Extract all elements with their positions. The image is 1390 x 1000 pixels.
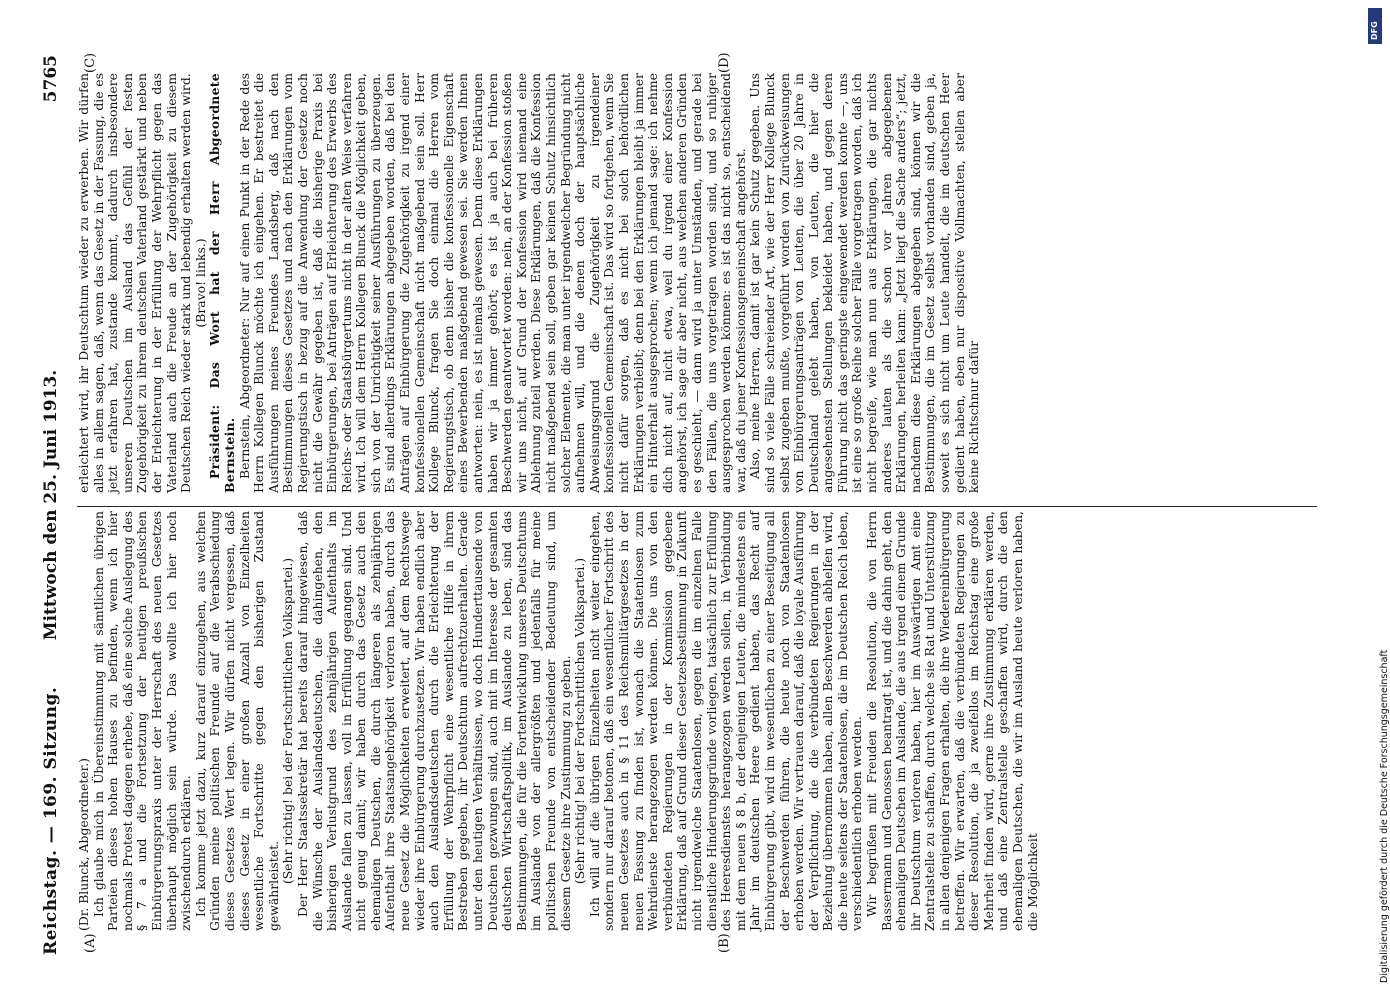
text-columns	[76, 52, 1317, 955]
credit-text: Digitalisierung gefördert durch die Deutsche Forschungsgemeinschaft	[1379, 649, 1390, 983]
president-line: Präsident: Das Wort hat der Herr Abgeordnete Bernstein.	[207, 73, 237, 493]
header-session: Reichstag. — 169. Sitzung.	[41, 686, 61, 955]
left-column	[77, 511, 1317, 931]
margin-mark-a: (A)	[83, 933, 98, 953]
paragraph: Ich will auf die übrigen Einzelheiten nicht weiter eingehen, sondern nur darauf betonen, daß ein wesentlicher Fortschritt des neuen Gesetzes auch in § 11 des Reichsmilitärgesetzes in der neuen Fassung zu finden ist, wonach die Staatenlosen zum Wehrdienste herangezogen werden können. Die uns von den verbündeten Regierungen in der Kommission gegebene Erklärung, daß auf Grund dieser Gesetzesbestimmung in Zukunft nicht irgendwelche Staatenlosen, gegen die im einzelnen Falle dienstliche Hinderungsgründe vorliegen, tatsächlich zur Erfüllung des Heeresdienstes herangezogen werden sollen, in Verbindung mit dem neuen § 8 b, der denjenigen Leuten, die mindestens ein Jahr im deutschen Heere gedient haben, das Recht auf Einbürgerung gibt, wird im wesentlichen zu einer Beseitigung all der Beschwerden führen, die heute noch von Staatenlosen erhoben werden. Wir vertrauen darauf, daß die loyale Ausführung der Verpflichtung, die die verbündeten Regierungen in der Beziehung übernommen haben, allen Beschwerden abhelfen wird, die heute seitens der Staatenlosen, die im Deutschen Reich leben, verschiedentlich erhoben werden.	[586, 511, 865, 931]
interjection: (Sehr richtig! bei der Fortschrittlichen Volkspartei.)	[280, 557, 296, 885]
margin-mark-d: (D)	[717, 52, 732, 73]
paragraph: erleichtert wird, ihr Deutschtum wieder zu erwerben. Wir dürfen alles in allem sagen, daß, wenn das Gesetz in der Fassung, die es jetzt erfahren hat, zustande kommt, dadurch insbesondere unseren Deutschen im Ausland das Gefühl der festen Zugehörigkeit zu ihrem deutschen Vaterland gestärkt und neben der Erleichterung in der Erfüllung der Wehrpflicht gegen das Vaterland auch die Freude an der Zugehörigkeit zu diesem Deutschen Reich wieder stark und lebendig erhalten werden wird.	[76, 73, 194, 493]
paragraph: Der Herr Staatssekretär hat bereits darauf hingewiesen, daß die Wünsche der Auslandsdeutschen, die dahingehen, den bisherigen Verlustgrund des zehnjährigen Aufenthalts im Auslande fallen zu lassen, voll in Erfüllung gegangen sind. Und nicht genug damit; wir haben durch das Gesetz auch den ehemaligen Deutschen, die durch längeren als zehnjährigen Aufenthalt ihre Staatsangehörigkeit verloren haben, durch das neue Gesetz die Möglichkeiten erweitert, auf dem Rechtswege wieder ihre Einbürgerung durchzusetzen. Wir haben endlich aber auch den Auslandsdeutschen durch die Erleichterung der Erfüllung der Wehrpflicht eine wesentliche Hilfe in ihrem Bestreben gegeben, ihr Deutschtum aufrechtzuerhalten. Gerade unter den heutigen Verhältnissen, wo doch Hunderttausende von Deutschen gezwungen sind, auch mit im Interesse der gesamten deutschen Wirtschaftspolitik, im Auslande zu leben, sind das Bestimmungen, die für die Fortentwicklung unseres Deutschtums im Auslande von der allergrößten und jedenfalls für meine politischen Freunde von entscheidender Bedeutung sind, um diesem Gesetze ihre Zustimmung zu geben.	[294, 511, 573, 931]
interjection: (Bravo! links.)	[192, 238, 208, 328]
right-column	[77, 73, 1317, 493]
page-number: 5765	[41, 55, 61, 103]
page-header	[35, 55, 75, 955]
paragraph: Ich komme jetzt dazu, kurz darauf einzugehen, aus welchen Gründen meine politischen Freunde auf die Verabschiedung dieses Gesetzes Wert legen. Wir dürfen nicht vergessen, daß dieses Gesetz in einer großen Anzahl von Einzelheiten wesentliche Fortschritte gegen den bisherigen Zustand gewährleistet.	[192, 511, 281, 931]
column-divider	[77, 506, 1317, 507]
rotated-page	[35, 52, 1335, 955]
paragraph: Wir begrüßen mit Freuden die Resolution, die von Herrn Bassermann und Genossen beantragt ist, und die dahin geht, den ehemaligen Deutschen im Auslande, die aus irgend einem Grunde ihr Deutschtum verloren haben, hier im Auswärtigen Amt eine Zentralstelle zu schaffen, durch welche sie Rat und Unterstützung in allen denjenigen Fragen erhalten, die ihre Wiedereinbürgerung betreffen. Wir erwarten, daß die verbündeten Regierungen zu dieser Resolution, die ja zweifellos im Reichstag eine große Mehrheit finden wird, gerne ihre Zustimmung erklären werden, und daß eine Zentralstelle geschaffen wird, durch die den ehemaligen Deutschen, die wir im Ausland heute verloren haben, die Möglichkeit	[864, 511, 1040, 931]
margin-mark-b: (B)	[717, 933, 732, 953]
paragraph: Bernstein, Abgeordneter: Nur auf einen Punkt in der Rede des Herrn Kollegen Blunck möchte ich eingehen. Er bestreitet die Ausführungen meines Freundes Landsberg, daß nach den Bestimmungen dieses Gesetzes und nach den Erklärungen vom Regierungstisch in bezug auf die Anwendung der Gesetze noch nicht die Gewähr gegeben ist, daß die bisherige Praxis bei Einbürgerungen, bei Anträgen auf Erleichterung des Erwerbs des Reichs- oder Staatsbürgertums nicht in der alten Weise verfahren wird. Ich will dem Herrn Kollegen Blunck die Möglichkeit geben, sich von der Unrichtigkeit seiner Ausführungen zu überzeugen. Es sind allerdings Erklärungen abgegeben worden, daß bei den Anträgen auf Einbürgerung die Zugehörigkeit zu irgend einer konfessionellen Gemeinschaft nicht maßgebend sein soll. Herr Kollege Blunck, fragen Sie doch einmal die Herren vom Regierungstisch, ob denn bisher die konfessionelle Eigenschaft eines Bewerbenden maßgebend gewesen sei. Sie werden Ihnen antworten: nein, es ist niemals gewesen. Denn diese Erklärungen haben wir ja immer gehört; es ist ja auch bei früheren Beschwerden geantwortet worden: nein, an der Konfession stoßen wir uns nicht, auf Grund der Konfession wird niemand eine Ablehnung zuteil werden. Diese Erklärungen, daß die Konfession nicht maßgebend sein soll, geben gar keinen Schutz hinsichtlich solcher Elemente, die man unter irgendwelcher Begründung nicht aufnehmen will, und die denen doch der hauptsächliche Abweisungsgrund die Zugehörigkeit zu irgendeiner konfessionellen Gemeinschaft ist. Das wird so fortgehen, wenn Sie nicht dafür sorgen, daß es nicht bei solch behördlichen Erklärungen verbleibt; denn bei den Erklärungen bleibt ja immer ein Hinterhalt ausgesprochen; wenn ich jemand sage: ich nehme dich nicht auf, nicht etwa, weil du irgend einer Konfession angehörst, ich sage dir aber nicht, aus welchen anderen Gründen es geschieht, — dann wird ja unter Umständen, und gerade bei den Fällen, die uns vorgetragen worden sind, und so ruhiger ausgesprochen werden können: es ist das nicht so, entscheidend war, daß du jener Konfessionsgemeinschaft angehörst.	[236, 73, 748, 493]
paragraph: Also, meine Herren, damit ist gar kein Schutz gegeben. Uns sind so viele Fälle schreiender Art, wie der Herr Kollege Blunck selbst zugeben mußte, vorgeführt worden von Zurückweisungen von Einbürgerungsanträgen von Leuten, die über 20 Jahre in Deutschland gelebt haben, von Leuten, die hier die angesehensten Stellungen bekleidet haben, und gegen deren Führung nicht das geringste eingewendet werden konnte —, uns ist eine so große Reihe solcher Fälle vorgetragen worden, daß ich nicht begreife, wie man nun aus Erklärungen, die gar nichts anderes lauten als die schon vor Jahren abgegebenen Erklärungen, herleiten kann: „Jetzt liegt die Sache anders“; jetzt, nachdem diese Erklärungen abgegeben sind, können wir die Bestimmungen, die im Gesetz selbst vorhanden sind, geben ja, soweit es sich nicht um Leute handelt, die im deutschen Heer gedient haben, eben nur dispositive Vollmachten, stellen aber keine Richtschnur dafür	[747, 73, 982, 493]
header-date: Mittwoch den 25. Juni 1913.	[41, 369, 61, 641]
interjection: (Sehr richtig! bei der Fortschrittlichen Volkspartei.)	[572, 557, 588, 885]
paragraph: Ich glaube mich in Übereinstimmung mit sämtlichen übrigen Parteien dieses hohen Hauses zu befinden, wenn ich hier nochmals Protest dagegen erhebe, daß eine solche Auslegung des § 7 a und die Fortsetzung der heutigen preußischen Einbürgerungspraxis unter der Herrschaft des neuen Gesetzes überhaupt möglich sein würde. Das wollte ich hier noch zwischendurch erklären.	[90, 511, 194, 931]
digitization-credit	[1367, 8, 1390, 988]
speaker-line: (Dr. Blunck, Abgeordneter.)	[76, 758, 91, 931]
dfg-logo-text: DFG	[1370, 21, 1379, 40]
margin-mark-c: (C)	[83, 52, 98, 73]
